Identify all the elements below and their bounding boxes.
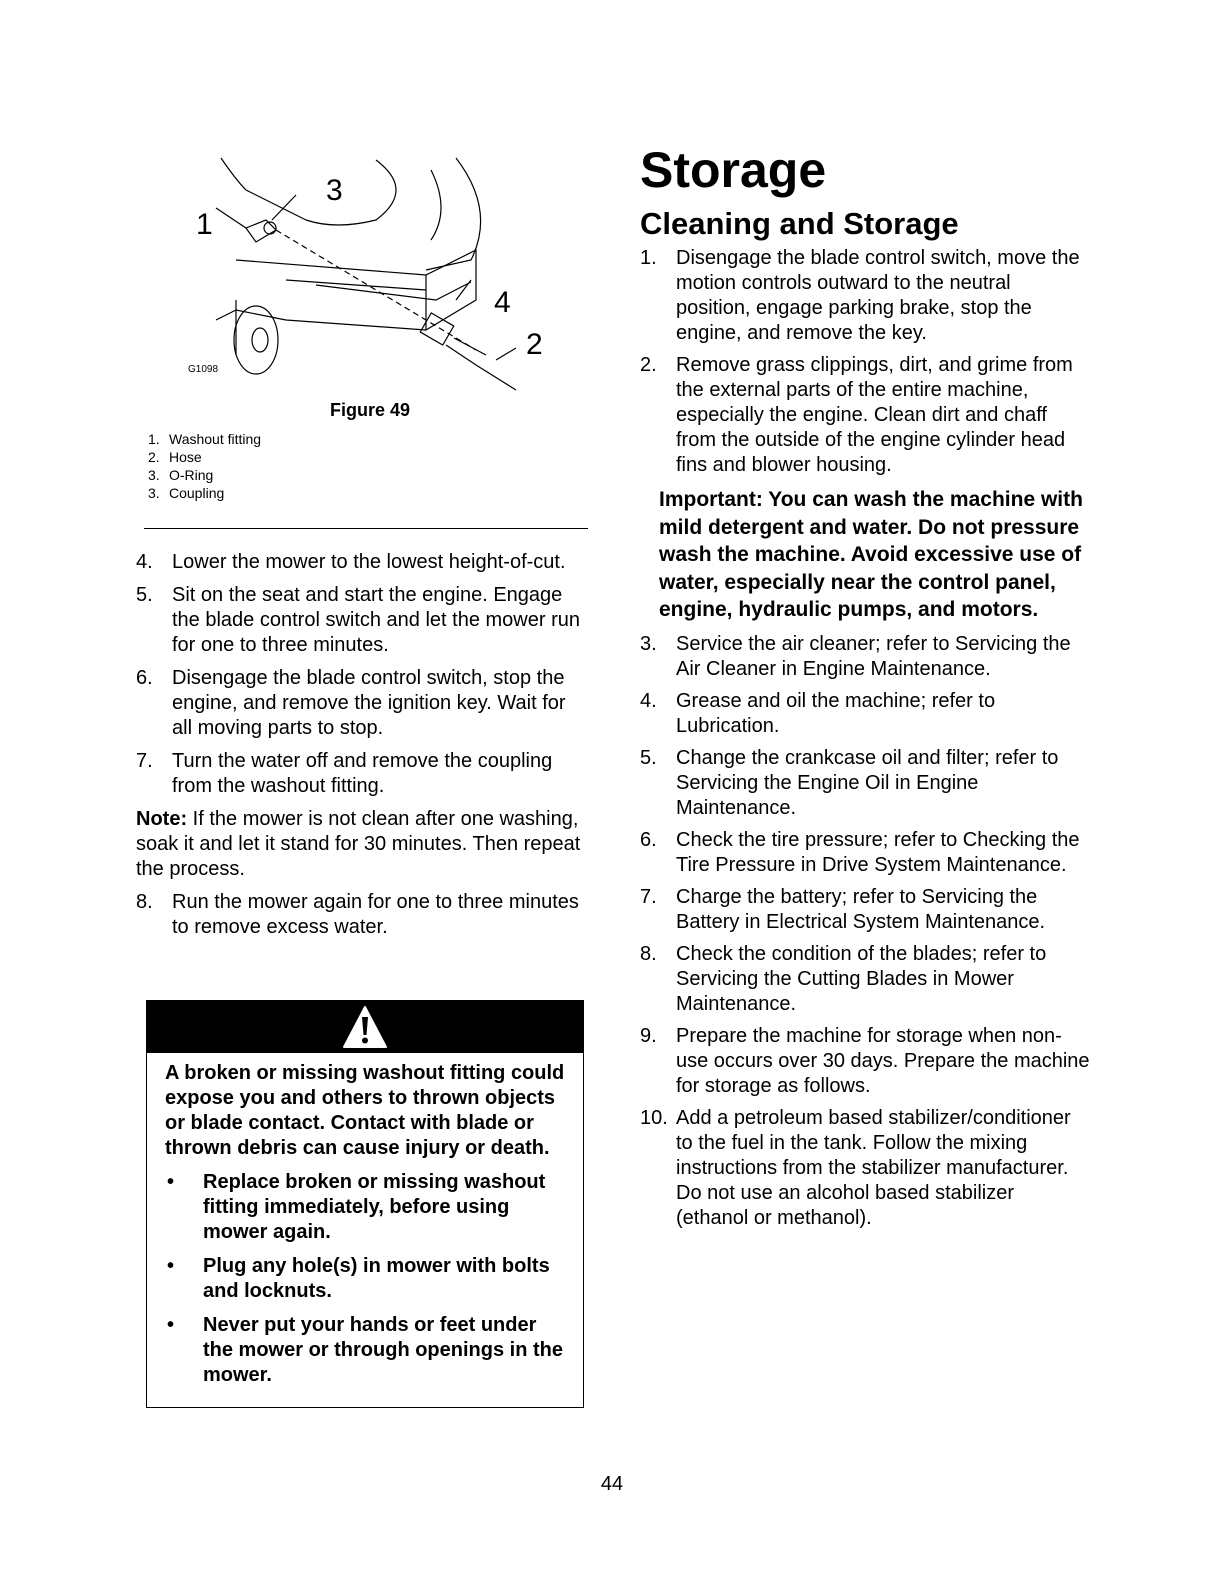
figure-49 bbox=[136, 150, 588, 501]
washout-fitting-illustration bbox=[176, 150, 543, 400]
bullet-icon: • bbox=[167, 1314, 175, 1336]
warning-triangle-icon bbox=[342, 1005, 388, 1049]
list-item: 8. Run the mower again for one to three minutes to remove excess water. bbox=[136, 891, 579, 938]
callout-1: 1 bbox=[196, 208, 213, 241]
left-steps bbox=[136, 550, 588, 948]
list-item: • Never put your hands or feet under the mower or through openings in the mower. bbox=[167, 1314, 563, 1386]
legend-item: 3. O-Ring bbox=[148, 467, 214, 483]
list-item: 6. Check the tire pressure; refer to Checking the Tire Pressure in Drive System Maintenance. bbox=[640, 828, 1080, 876]
list-item: 10. Add a petroleum based stabilizer/conditioner to the fuel in the tank. Follow the mixing instructions from the stabilizer manufacturer. Do not use an alcohol based stabilizer (ethanol or methanol). bbox=[640, 1106, 1071, 1229]
list-item: 2. Remove grass clippings, dirt, and grime from the external parts of the entire machine, especially the engine. Clean dirt and chaff from the outside of the engine cylinder head fins and blower housing. bbox=[640, 354, 1073, 476]
figure-caption: Figure 49 bbox=[330, 400, 411, 420]
list-item: 9. Prepare the machine for storage when non-use occurs over 30 days. Prepare the machine for storage as follows. bbox=[640, 1024, 1090, 1097]
note: Note: If the mower is not clean after one washing, soak it and let it stand for 30 minutes. Then repeat the process. bbox=[136, 808, 581, 880]
legend-item: 3. Coupling bbox=[148, 485, 225, 501]
callout-2: 2 bbox=[526, 328, 543, 361]
warning-body bbox=[147, 1053, 583, 1407]
divider bbox=[144, 528, 588, 529]
list-item: 4. Grease and oil the machine; refer to Lubrication. bbox=[640, 689, 996, 737]
page-title: Storage bbox=[640, 142, 827, 198]
list-item: 5. Change the crankcase oil and filter; refer to Servicing the Engine Oil in Engine Maintenance. bbox=[640, 746, 1059, 819]
art-code: G1098 bbox=[188, 364, 219, 375]
list-item: 5. Sit on the seat and start the engine. Engage the blade control switch and let the mower run for one to three minutes. bbox=[136, 584, 580, 656]
warning-header bbox=[147, 1001, 583, 1053]
bullet-icon: • bbox=[167, 1171, 175, 1193]
list-item: 7. Turn the water off and remove the coupling from the washout fitting. bbox=[136, 750, 553, 797]
list-item: • Plug any hole(s) in mower with bolts and locknuts. bbox=[167, 1255, 550, 1302]
list-item: 4. Lower the mower to the lowest height-of-cut. bbox=[136, 551, 566, 573]
warning-box bbox=[146, 1000, 584, 1408]
list-item: 7. Charge the battery; refer to Servicing the Battery in Electrical System Maintenance. bbox=[640, 885, 1046, 933]
left-column bbox=[136, 150, 588, 1386]
list-item: 1. Disengage the blade control switch, move the motion controls outward to the neutral position, engage parking brake, stop the engine, and remove the key. bbox=[640, 247, 1080, 344]
bullet-icon: • bbox=[167, 1255, 175, 1277]
important-notice: Important: You can wash the machine with mild detergent and water. Do not pressure wash the machine. Avoid excessive use of water, especially near the control panel, engine, hydraulic pumps, and motors. bbox=[659, 488, 1083, 621]
list-item: 6. Disengage the blade control switch, stop the engine, and remove the ignition key. Wait for all moving parts to stop. bbox=[136, 667, 566, 739]
legend-item: 1. Washout fitting bbox=[148, 431, 262, 447]
right-column bbox=[640, 140, 1090, 1238]
warning-text: A broken or missing washout fitting could expose you and others to thrown objects or blade contact. Contact with blade or thrown debris can cause injury or death. bbox=[165, 1062, 565, 1159]
callout-4: 4 bbox=[494, 286, 511, 319]
section-title: Cleaning and Storage bbox=[640, 206, 959, 241]
page-number: 44 bbox=[600, 1473, 624, 1495]
legend-item: 2. Hose bbox=[148, 449, 202, 465]
list-item: • Replace broken or missing washout fitting immediately, before using mower again. bbox=[167, 1171, 546, 1243]
figure-legend bbox=[148, 430, 261, 502]
list-item: 3. Service the air cleaner; refer to Servicing the Air Cleaner in Engine Maintenance. bbox=[640, 632, 1071, 680]
list-item: 8. Check the condition of the blades; refer to Servicing the Cutting Blades in Mower Maintenance. bbox=[640, 942, 1047, 1015]
callout-3: 3 bbox=[326, 174, 343, 207]
warning-bullets bbox=[165, 1170, 569, 1388]
